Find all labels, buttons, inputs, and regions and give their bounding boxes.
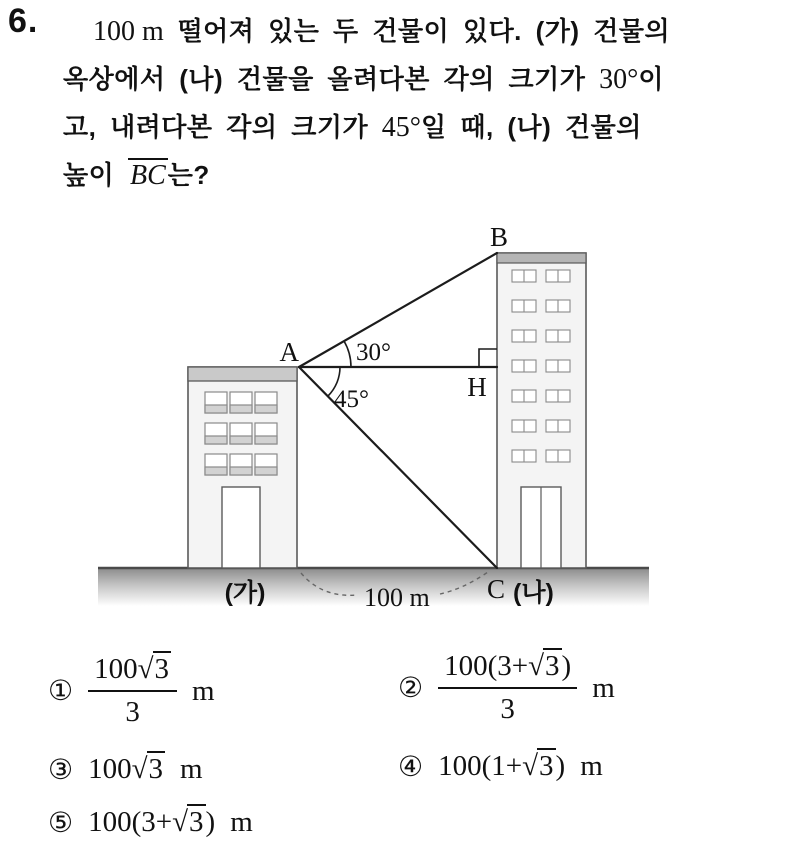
choice-5-expression: 100(3+√3) (88, 806, 216, 838)
elevation-angle-label: 30° (356, 339, 391, 366)
point-b-label: B (489, 222, 509, 252)
choice-4-expression: 100(1+√3) (438, 750, 566, 782)
choice-3 (48, 753, 203, 786)
point-h-label: H (467, 372, 487, 402)
choice-2-num-post: ) (561, 650, 572, 682)
choice-4-unit: m (580, 750, 603, 782)
point-c-label: C (486, 574, 506, 604)
choice-1-unit: m (192, 674, 215, 707)
segment-bc-label: BC (129, 160, 166, 191)
choice-5-unit: m (230, 806, 253, 838)
choice-4-marker: ④ (398, 749, 424, 783)
choice-1-radicand: 3 (154, 653, 170, 685)
left-building-roof (188, 367, 297, 381)
choice-2-marker: ② (398, 671, 424, 705)
choice-4-post: ) (555, 750, 566, 782)
choice-1-marker: ① (48, 674, 74, 708)
question-line-1-text: 떨어져 있는 두 건물이 있다. (가) 건물의 (177, 16, 671, 46)
choice-1-num: 100 (94, 653, 138, 685)
choice-2-num-pre: 100(3+ (444, 650, 529, 682)
choice-3-marker: ③ (48, 752, 74, 786)
choice-3-radicand: 3 (148, 753, 164, 785)
distance-value: 100 m (93, 16, 164, 47)
depression-angle-label: 45° (334, 386, 369, 413)
choice-5-pre: 100(3+ (88, 806, 173, 838)
sight-lines (299, 253, 497, 568)
choice-4-pre: 100(1+ (438, 750, 523, 782)
elevation-angle-value: 30° (599, 64, 639, 95)
choice-3-expression: 100√3 (88, 753, 164, 785)
choice-2-unit: m (592, 671, 615, 704)
question-line-4-tail: 는? (167, 160, 210, 190)
depression-angle-value: 45° (381, 112, 421, 143)
question-line-3-text: 고, 내려다본 각의 크기가 (63, 112, 369, 142)
question-line-4-text: 높이 (63, 160, 115, 190)
question-number: 6. (8, 2, 39, 40)
question-line-2-tail: 이 (638, 64, 664, 94)
choice-3-pre: 100 (88, 753, 132, 785)
right-building (497, 253, 586, 568)
choice-2-den: 3 (500, 693, 515, 726)
choice-5-post: ) (205, 806, 216, 838)
point-a-label: A (279, 337, 299, 367)
right-building-roof (497, 253, 586, 263)
choice-4 (398, 750, 603, 783)
choice-4-radicand: 3 (539, 750, 554, 782)
choice-1 (48, 653, 215, 730)
left-building-windows (205, 392, 277, 475)
line-ab (299, 253, 497, 367)
distance-label: 100 m (364, 583, 430, 612)
choice-2-radicand: 3 (545, 650, 560, 682)
left-building-door (222, 487, 260, 568)
right-building-door (521, 487, 561, 568)
right-angle-mark (479, 349, 497, 367)
choice-1-fraction: $\frac{100√3}{3}$ (88, 653, 177, 730)
choice-5 (48, 806, 253, 839)
choice-5-radicand: 3 (189, 806, 204, 838)
choice-5-marker: ⑤ (48, 805, 74, 839)
left-building (188, 367, 297, 568)
right-building-label: (나) (513, 579, 554, 607)
question-line-3-tail: 일 때, (나) 건물의 (421, 112, 642, 142)
elevation-angle-arc (344, 341, 351, 367)
left-building-label: (가) (224, 579, 266, 607)
choice-2-fraction: $\frac{100(3+√3)}{3}$ (438, 650, 577, 727)
choice-1-den: 3 (125, 696, 140, 729)
choice-2 (398, 650, 615, 727)
question-line-2-text: 옥상에서 (나) 건물을 올려다본 각의 크기가 (63, 64, 586, 94)
choice-3-unit: m (180, 753, 203, 785)
